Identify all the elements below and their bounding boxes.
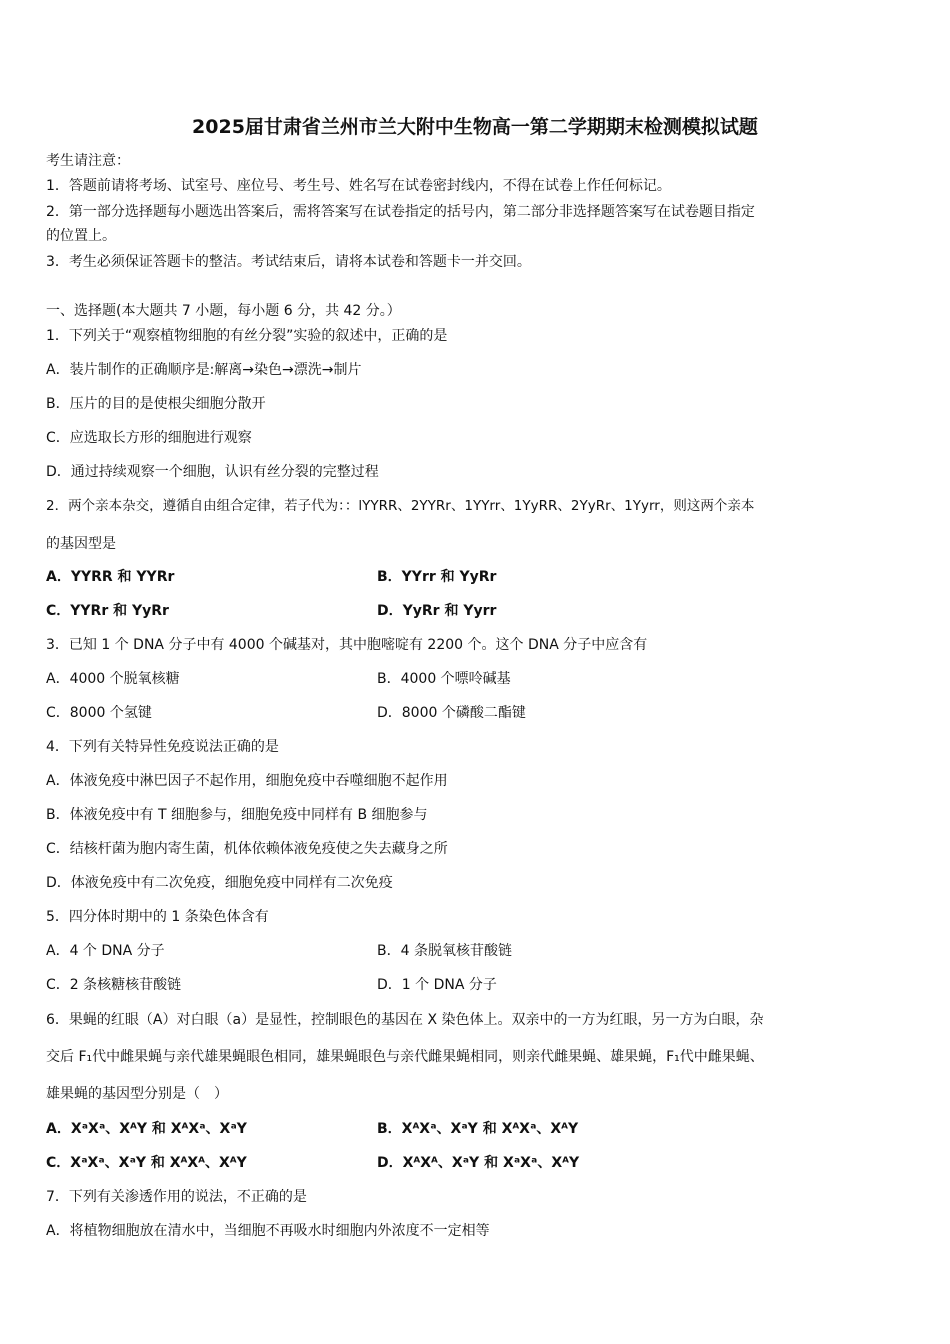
question-option: D．体液免疫中有二次免疫，细胞免疫中同样有二次免疫: [46, 875, 393, 891]
question-option: C．YYRr 和 YyRr: [46, 603, 169, 619]
question-option: D．通过持续观察一个细胞，认识有丝分裂的完整过程: [46, 464, 379, 480]
question-stem: 1．下列关于“观察植物细胞的有丝分裂”实验的叙述中，正确的是: [46, 328, 448, 344]
question-stem: 4．下列有关特异性免疫说法正确的是: [46, 739, 279, 755]
question-option: B．4 条脱氧核苷酸链: [377, 943, 512, 959]
question-stem-continued: 的基因型是: [46, 536, 116, 552]
question-stem: 6．果蝇的红眼（A）对白眼（a）是显性，控制眼色的基因在 X 染色体上。双亲中的一方为红眼，另一方为白眼，杂: [46, 1012, 764, 1028]
question-option: C．XᵃXᵃ、XᵃY 和 XᴬXᴬ、XᴬY: [46, 1155, 247, 1171]
question-option: A．XᵃXᵃ、XᴬY 和 XᴬXᵃ、XᵃY: [46, 1121, 247, 1137]
question-option: A．装片制作的正确顺序是:解离→染色→漂洗→制片: [46, 362, 362, 378]
question-stem: 7．下列有关渗透作用的说法，不正确的是: [46, 1189, 307, 1205]
question-option: A．体液免疫中淋巴因子不起作用，细胞免疫中吞噬细胞不起作用: [46, 773, 448, 789]
question-option: D．8000 个磷酸二酯键: [377, 705, 526, 721]
question-option: B．压片的目的是使根尖细胞分散开: [46, 396, 266, 412]
question-stem: 2．两个亲本杂交，遵循自由组合定律，若子代为：：lYYRR、2YYRr、1YYrr、1YyRR、2YyRr、1Yyrr，则这两个亲本: [46, 498, 755, 514]
question-stem-continued: 交后 F₁代中雌果蝇与亲代雄果蝇眼色相同，雄果蝇眼色与亲代雌果蝇相同，则亲代雌果蝇、雄果蝇，F₁代中雌果蝇、: [46, 1049, 764, 1065]
notice-item: 的位置上。: [46, 228, 116, 244]
question-option: A．4000 个脱氧核糖: [46, 671, 180, 687]
notice-item: 2．第一部分选择题每小题选出答案后，需将答案写在试卷指定的括号内，第二部分非选择题答案写在试卷题目指定: [46, 204, 755, 220]
notice-item: 1．答题前请将考场、试室号、座位号、考生号、姓名写在试卷密封线内，不得在试卷上作任何标记。: [46, 178, 671, 194]
question-option: A．4 个 DNA 分子: [46, 943, 165, 959]
question-option: C．结核杆菌为胞内寄生菌，机体依赖体液免疫使之失去藏身之所: [46, 841, 448, 857]
question-option: C．应选取长方形的细胞进行观察: [46, 430, 252, 446]
section-heading: 一、选择题(本大题共 7 小题，每小题 6 分，共 42 分。）: [46, 303, 401, 319]
question-option: B．XᴬXᵃ、XᵃY 和 XᴬXᵃ、XᴬY: [377, 1121, 579, 1137]
question-stem: 5．四分体时期中的 1 条染色体含有: [46, 909, 269, 925]
page-title: 2025届甘肃省兰州市兰大附中生物高一第二学期期末检测模拟试题: [192, 116, 758, 138]
question-stem-continued: 雄果蝇的基因型分别是（ ）: [46, 1086, 228, 1102]
question-option: B．4000 个嘌呤碱基: [377, 671, 511, 687]
question-option: A．YYRR 和 YYRr: [46, 569, 175, 585]
question-option: D．1 个 DNA 分子: [377, 977, 497, 993]
question-option: B．体液免疫中有 T 细胞参与，细胞免疫中同样有 B 细胞参与: [46, 807, 428, 823]
notice-item: 3．考生必须保证答题卡的整洁。考试结束后，请将本试卷和答题卡一并交回。: [46, 254, 531, 270]
question-option: D．XᴬXᴬ、XᵃY 和 XᵃXᵃ、XᴬY: [377, 1155, 580, 1171]
question-option: A．将植物细胞放在清水中，当细胞不再吸水时细胞内外浓度不一定相等: [46, 1223, 490, 1239]
notice-heading: 考生请注意：: [46, 153, 130, 169]
question-option: C．8000 个氢键: [46, 705, 152, 721]
question-stem: 3．已知 1 个 DNA 分子中有 4000 个碱基对，其中胞嘧啶有 2200 个。这个 DNA 分子中应含有: [46, 637, 648, 653]
question-option: B．YYrr 和 YyRr: [377, 569, 497, 585]
question-option: C．2 条核糖核苷酸链: [46, 977, 182, 993]
question-option: D．YyRr 和 Yyrr: [377, 603, 497, 619]
